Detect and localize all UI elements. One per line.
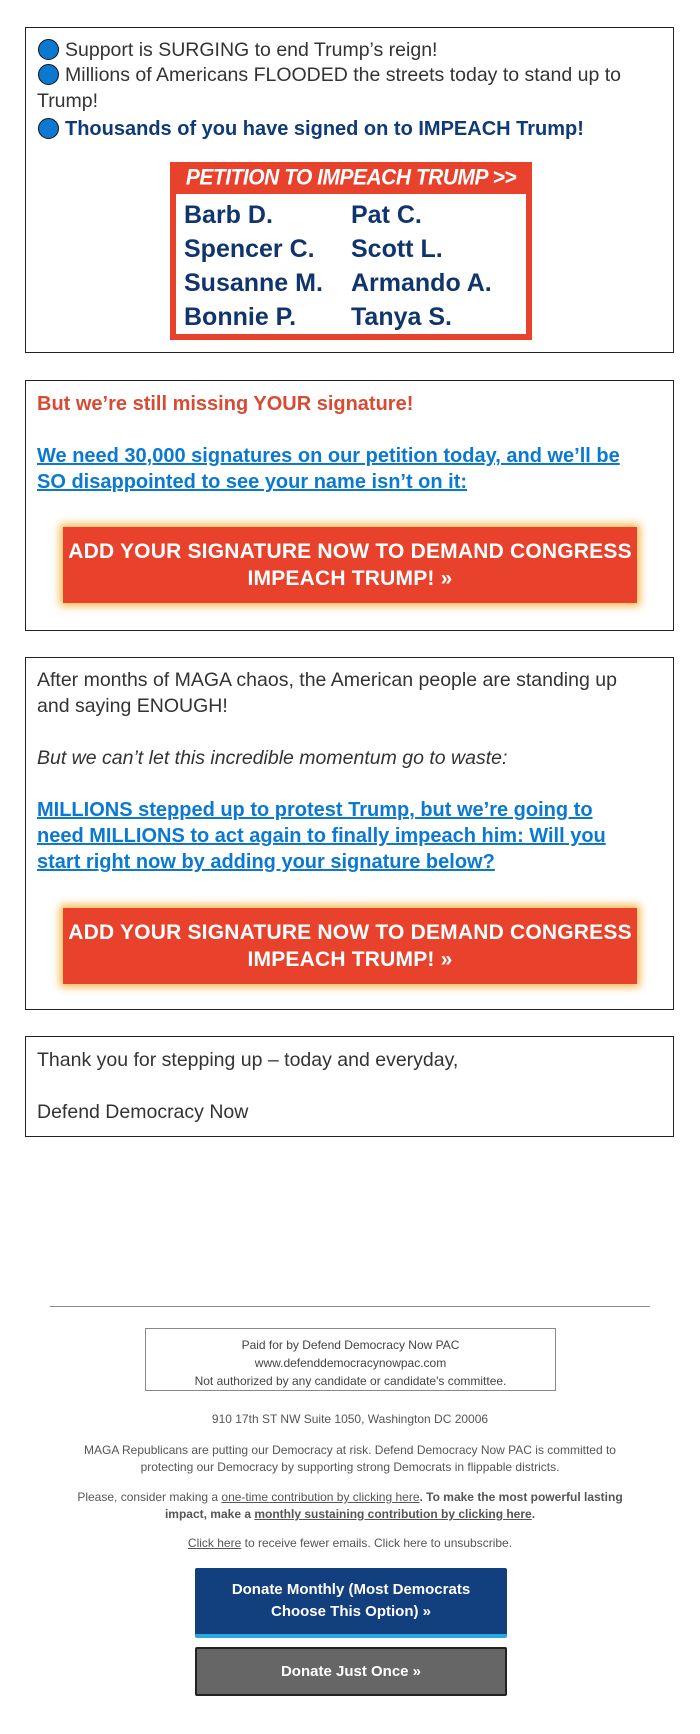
petition-signers — [176, 194, 526, 334]
thanks-card — [25, 1036, 674, 1137]
paid-for-box — [145, 1328, 556, 1391]
one-time-contribution-link[interactable]: one-time contribution by clicking here — [221, 1490, 420, 1504]
address-text: 910 17th ST NW Suite 1050, Washington DC 20006 — [211, 1412, 489, 1426]
paid-for-text: Paid for by Defend Democracy Now PAC — [241, 1338, 460, 1352]
contribution-text: Please, consider making a one-time contribution by clicking here. To make the most powerful lasting impact, make a monthly sustaining contribution by clicking here. — [77, 1490, 623, 1521]
blue-circle-icon — [38, 39, 59, 60]
blue-circle-icon — [38, 64, 59, 85]
add-signature-button[interactable]: ADD YOUR SIGNATURE NOW TO DEMAND CONGRESS IMPEACH TRUMP! » — [63, 908, 637, 984]
maga-chaos-text-cont: and saying ENOUGH! — [37, 695, 228, 717]
donate-once-button[interactable]: Donate Just Once » — [195, 1647, 507, 1696]
millions-line-cont: Trump! — [37, 90, 99, 112]
momentum-text: But we can’t let this incredible momentum go to waste: — [37, 747, 508, 769]
missing-signature-heading: But we’re still missing YOUR signature! — [37, 393, 414, 415]
signer-name: Bonnie P. — [184, 303, 297, 331]
monthly-contribution-link[interactable]: monthly sustaining contribution by clicking here — [254, 1507, 532, 1521]
millions-link-line2[interactable]: need MILLIONS to act again to finally impeach him: Will you — [37, 825, 606, 847]
mission-text: MAGA Republicans are putting our Democracy at risk. Defend Democracy Now PAC is committed to protecting our Democracy by supporting strong Democrats in flippable districts. — [84, 1443, 616, 1474]
blue-circle-icon — [38, 118, 59, 139]
fewer-emails-link[interactable]: Click here — [187, 1536, 242, 1550]
petition-goal-link-line1[interactable]: We need 30,000 signatures on our petition today, and we’ll be — [37, 445, 620, 467]
petition-goal-link-line2[interactable]: SO disappointed to see your name isn’t on it: — [37, 471, 468, 493]
petition-image[interactable] — [170, 162, 532, 340]
support-line: Support is SURGING to end Trump’s reign! — [37, 37, 437, 63]
footer-divider — [50, 1306, 650, 1307]
signer-name: Scott L. — [351, 235, 443, 263]
add-signature-button[interactable]: ADD YOUR SIGNATURE NOW TO DEMAND CONGRESS IMPEACH TRUMP! » — [63, 527, 637, 603]
signoff-text: Defend Democracy Now — [37, 1101, 249, 1123]
thanks-text: Thank you for stepping up – today and everyday, — [37, 1049, 459, 1071]
signer-name: Armando A. — [351, 269, 492, 297]
signer-name: Susanne M. — [184, 269, 323, 297]
millions-line: Millions of Americans FLOODED the streets today to stand up to — [37, 62, 621, 88]
millions-link-line3[interactable]: start right now by adding your signature below? — [37, 851, 495, 873]
signer-name: Barb D. — [184, 201, 273, 229]
momentum-card — [25, 657, 674, 1010]
thousands-line: Thousands of you have signed on to IMPEACH Trump! — [37, 116, 584, 142]
millions-link-line1[interactable]: MILLIONS stepped up to protest Trump, but we’re going to — [37, 799, 593, 821]
signer-name: Tanya S. — [351, 303, 452, 331]
signature-card — [25, 380, 674, 631]
disclaimer-text: Not authorized by any candidate or candidate's committee. — [194, 1374, 507, 1388]
petition-header: PETITION TO IMPEACH TRUMP >> — [185, 165, 517, 190]
signer-name: Spencer C. — [184, 235, 315, 263]
website-text: www.defenddemocracynowpac.com — [254, 1356, 447, 1370]
signer-name: Pat C. — [351, 201, 422, 229]
email-preferences-text: Click here to receive fewer emails. Click here to unsubscribe. — [187, 1536, 513, 1550]
donate-monthly-button[interactable]: Donate Monthly (Most Democrats Choose This Option) » — [195, 1568, 507, 1638]
intro-card — [25, 27, 674, 353]
maga-chaos-text: After months of MAGA chaos, the American people are standing up — [37, 669, 617, 691]
